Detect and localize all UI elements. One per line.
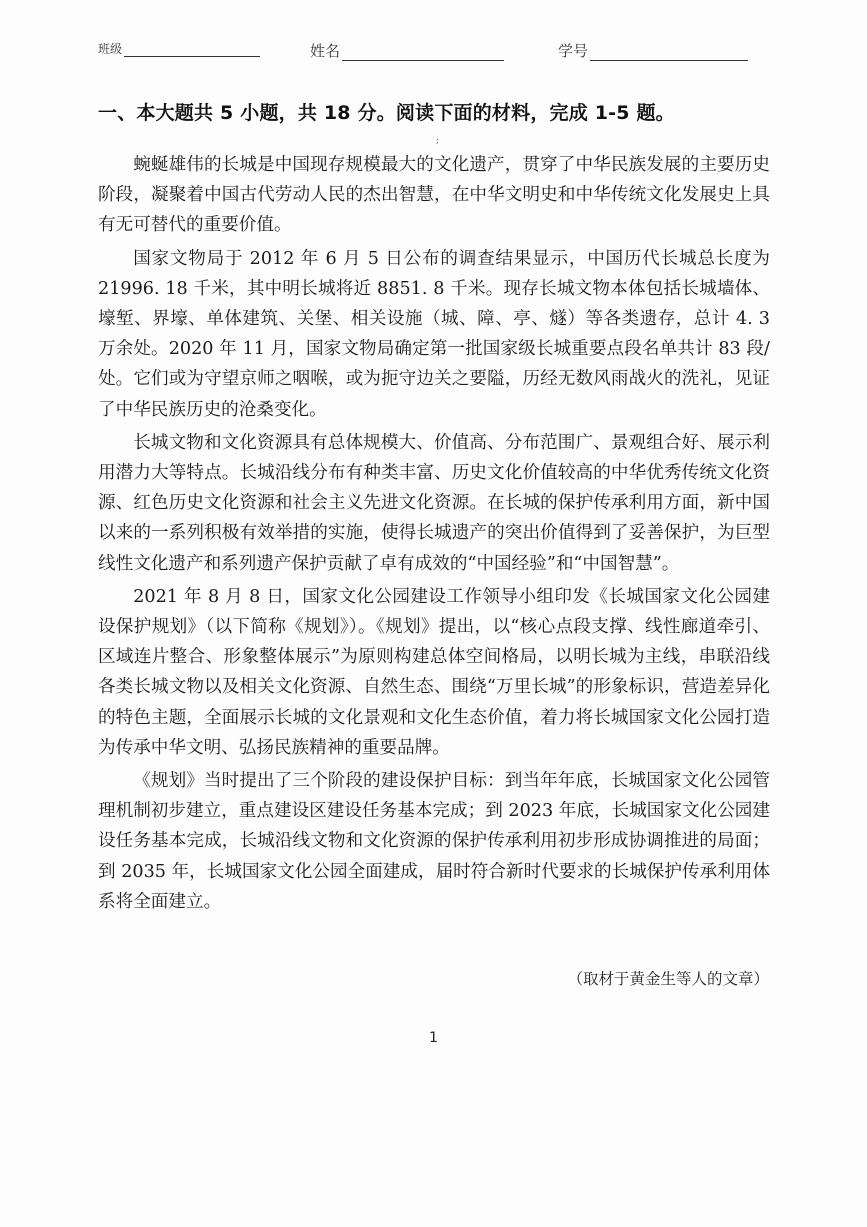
class-label: 班级 (98, 42, 123, 56)
paragraph: 国家文物局于 2012 年 6 月 5 日公布的调查结果显示，中国历代长城总长度为 21996. 18 千米，其中明长城将近 8851. 8 千米。现存长城文物本体包括长城墙体、壕堑、界壕、单体建筑、关堡、相关设施（城、障、亭、燧）等各类遗存，总计 4. 3 万余处。2020 年 11 月，国家文物局确定第一批国家级长城重要点段名单共计 83 段/处。它们或为守望京师之咽喉，或为扼守边关之要隘，历经无数风雨战火的洗礼，见证了中华民族历史的沧桑变化。 (98, 248, 770, 420)
source-attribution: （取材于黄金生等人的文章） (567, 970, 769, 988)
paragraph: 2021 年 8 月 8 日，国家文化公园建设工作领导小组印发《长城国家文化公园建设保护规划》（以下简称《规划》）。《规划》提出，以“核心点段支撑、线性廊道牵引、区域连片整合、形象整体展示”为原则构建总体空间格局，以明长城为主线，串联沿线各类长城文物以及相关文化资源、自然生态、围绕“万里长城”的形象标识，营造差异化的特色主题，全面展示长城的文化景观和文化生态价值，着力将长城国家文化公园打造为传承中华文明、弘扬民族精神的重要品牌。 (98, 586, 770, 758)
stray-mark: ; (436, 136, 440, 146)
section-title: 一、本大题共 5 小题，共 18 分。阅读下面的材料，完成 1-5 题。 (98, 102, 675, 124)
name-label: 姓名 (310, 42, 341, 60)
class-field (98, 40, 260, 57)
class-blank-line (124, 40, 260, 57)
paragraph: 《规划》当时提出了三个阶段的建设保护目标：到当年年底，长城国家文化公园管理机制初步建立，重点建设区建设任务基本完成；到 2023 年底，长城国家文化公园建设任务基本完成，长城沿线文物和文化资源的保护传承利用初步形成协调推进的局面；到 2035 年，长城国家文化公园全面建成，届时符合新时代要求的长城保护传承利用体系将全面建立。 (98, 771, 770, 912)
paragraph: 长城文物和文化资源具有总体规模大、价值高、分布范围广、景观组合好、展示利用潜力大等特点。长城沿线分布有种类丰富、历史文化价值较高的中华优秀传统文化资源、红色历史文化资源和社会主义先进文化资源。在长城的保护传承利用方面，新中国以来的一系列积极有效举措的实施，使得长城遗产的突出价值得到了妥善保护，为巨型线性文化遗产和系列遗产保护贡献了卓有成效的“中国经验”和“中国智慧”。 (98, 432, 770, 574)
student-id-blank-line (590, 44, 748, 61)
page-number: 1 (429, 1030, 438, 1046)
paragraph: 蜿蜒雄伟的长城是中国现存规模最大的文化遗产，贯穿了中华民族发展的主要历史阶段，凝聚着中国古代劳动人民的杰出智慧，在中华文明史和中华传统文化发展史上具有无可替代的重要价值。 (98, 155, 770, 236)
reading-passage (98, 150, 770, 920)
student-id-label: 学号 (558, 42, 589, 60)
name-blank-line (342, 44, 504, 61)
name-field (310, 40, 504, 61)
student-id-field (558, 40, 748, 61)
student-info-header (98, 40, 758, 64)
